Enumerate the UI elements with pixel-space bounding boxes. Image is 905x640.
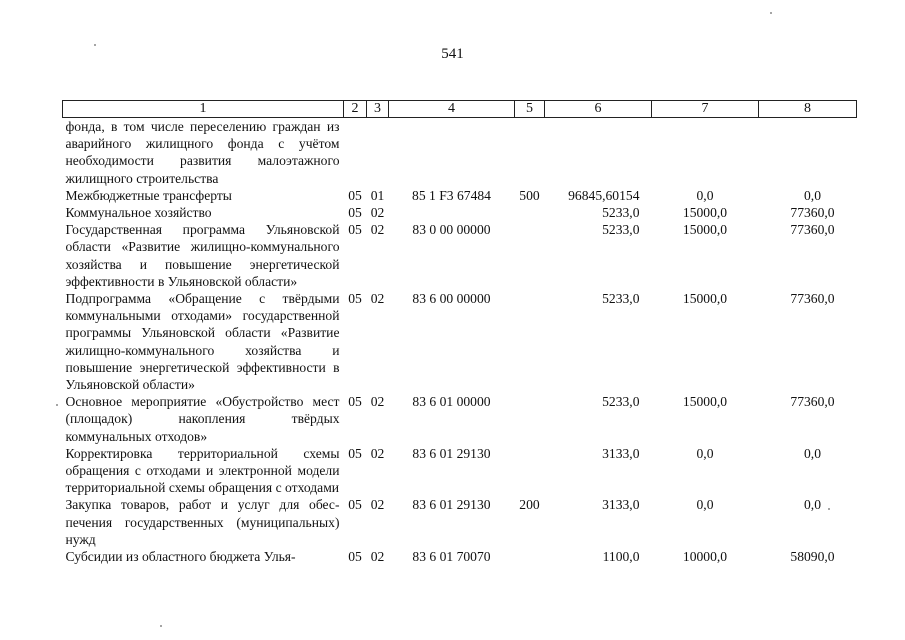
row-value-6: 3133,0 (602, 445, 640, 461)
row-vr (515, 548, 545, 565)
row-value-8: 0,0 (804, 445, 821, 461)
header-col-8: 8 (759, 101, 857, 118)
row-value-7: 0,0 (696, 497, 714, 513)
row-csr: 83 6 01 00000 (412, 394, 491, 410)
row-name: фонда, в том числе переселению граждан из аварийного жилищного фонда с учётом необходимости развития малоэтажного жилищного строительства (65, 119, 340, 186)
row-pr (367, 118, 389, 187)
row-pr: 02 (370, 549, 385, 565)
row-name: Основное мероприятие «Обустройство мест (площадок) накопления твёрдых коммунальных отходов» (65, 394, 340, 444)
row-csr (389, 118, 515, 187)
table-row (63, 221, 857, 290)
row-pr: 02 (370, 205, 385, 221)
row-vr (515, 393, 545, 445)
row-value-6: 5233,0 (602, 291, 640, 307)
row-csr: 83 6 00 00000 (412, 291, 491, 307)
header-col-6: 6 (545, 101, 652, 118)
table-row (63, 118, 857, 187)
row-pr: 01 (370, 187, 385, 203)
row-rz: 05 (348, 445, 362, 461)
header-col-3: 3 (367, 101, 389, 118)
table-row (63, 393, 857, 445)
row-value-7: 15000,0 (682, 222, 728, 238)
row-vr (515, 118, 545, 187)
row-rz: 05 (348, 291, 362, 307)
row-vr (515, 445, 545, 497)
row-name: Межбюджетные трансферты (65, 187, 232, 203)
row-pr: 02 (370, 222, 385, 238)
row-value-7: 0,0 (696, 445, 714, 461)
row-value-8: 77360,0 (790, 222, 835, 238)
budget-table (62, 100, 857, 565)
row-value-8: 0,0 (804, 187, 821, 203)
row-value-6 (545, 118, 652, 187)
row-value-7: 0,0 (696, 187, 714, 203)
header-col-5: 5 (515, 101, 545, 118)
row-name: Подпрограмма «Обращение с твёрдыми коммунальными отходами» государственной программы Ульяновской области «Развитие жилищно-коммунального хозяйства и повышение энергетической эффективности в Ульяновской области» (65, 291, 340, 393)
row-vr (515, 204, 545, 221)
row-rz: 05 (348, 205, 362, 221)
header-col-7: 7 (652, 101, 759, 118)
table-row (63, 290, 857, 393)
row-rz (344, 118, 367, 187)
row-vr: 500 (519, 187, 540, 203)
row-pr: 02 (370, 445, 385, 461)
row-rz: 05 (348, 222, 362, 238)
row-value-8: 77360,0 (790, 394, 835, 410)
row-pr: 02 (370, 291, 385, 307)
row-pr: 02 (370, 497, 385, 513)
table-row (63, 548, 857, 565)
page-number: 541 (441, 46, 464, 62)
row-value-7: 15000,0 (682, 394, 728, 410)
scan-speck (160, 625, 162, 627)
scan-speck (94, 44, 96, 46)
row-value-6: 1100,0 (602, 549, 640, 565)
row-csr: 83 6 01 70070 (412, 549, 491, 565)
row-value-8: 77360,0 (790, 205, 835, 221)
table-body (63, 118, 857, 566)
row-csr: 83 0 00 00000 (412, 222, 491, 238)
row-value-6: 3133,0 (602, 497, 640, 513)
scan-speck (770, 12, 772, 14)
row-value-8: 0,0 (804, 497, 821, 513)
row-rz: 05 (348, 187, 362, 203)
row-csr (389, 204, 515, 221)
row-csr: 83 6 01 29130 (412, 445, 491, 461)
row-rz: 05 (348, 549, 362, 565)
row-value-7: 15000,0 (682, 205, 728, 221)
row-vr: 200 (519, 497, 540, 513)
row-value-7: 10000,0 (682, 549, 728, 565)
row-value-6: 5233,0 (602, 222, 640, 238)
row-vr (515, 221, 545, 290)
table-header (63, 101, 857, 118)
row-csr: 85 1 F3 67484 (412, 187, 491, 203)
header-col-1: 1 (63, 101, 344, 118)
row-rz: 05 (348, 394, 362, 410)
row-value-7 (652, 118, 759, 187)
row-name: Корректировка территориальной схемы обращения с отходами и электронной модели территориальной схемы обращения с отходами (65, 445, 340, 496)
scan-speck (828, 508, 830, 510)
row-value-8: 77360,0 (790, 291, 835, 307)
row-value-8 (759, 118, 857, 187)
row-name: Государственная программа Ульяновской области «Развитие жилищно-коммунального хозяйства и повышение энергетической эффективности в Ульяновской области» (65, 222, 340, 289)
row-value-6: 5233,0 (602, 394, 640, 410)
row-value-6: 5233,0 (602, 205, 640, 221)
row-pr: 02 (370, 394, 385, 410)
row-value-7: 15000,0 (682, 291, 728, 307)
row-name: Субсидии из областного бюджета Улья- (65, 549, 296, 565)
row-value-6: 96845,60154 (568, 187, 640, 203)
row-csr: 83 6 01 29130 (412, 497, 491, 513)
row-rz: 05 (348, 497, 362, 513)
table-row (63, 187, 857, 204)
header-col-2: 2 (344, 101, 367, 118)
row-vr (515, 290, 545, 393)
header-col-4: 4 (389, 101, 515, 118)
row-name: Коммунальное хозяйство (65, 205, 212, 221)
table-row (63, 445, 857, 497)
row-value-8: 58090,0 (790, 549, 835, 565)
scan-speck (56, 404, 58, 406)
table-row (63, 204, 857, 221)
row-name: Закупка товаров, работ и услуг для обеспечения государственных (муниципальных) нужд (65, 497, 340, 547)
table-row (63, 496, 857, 548)
